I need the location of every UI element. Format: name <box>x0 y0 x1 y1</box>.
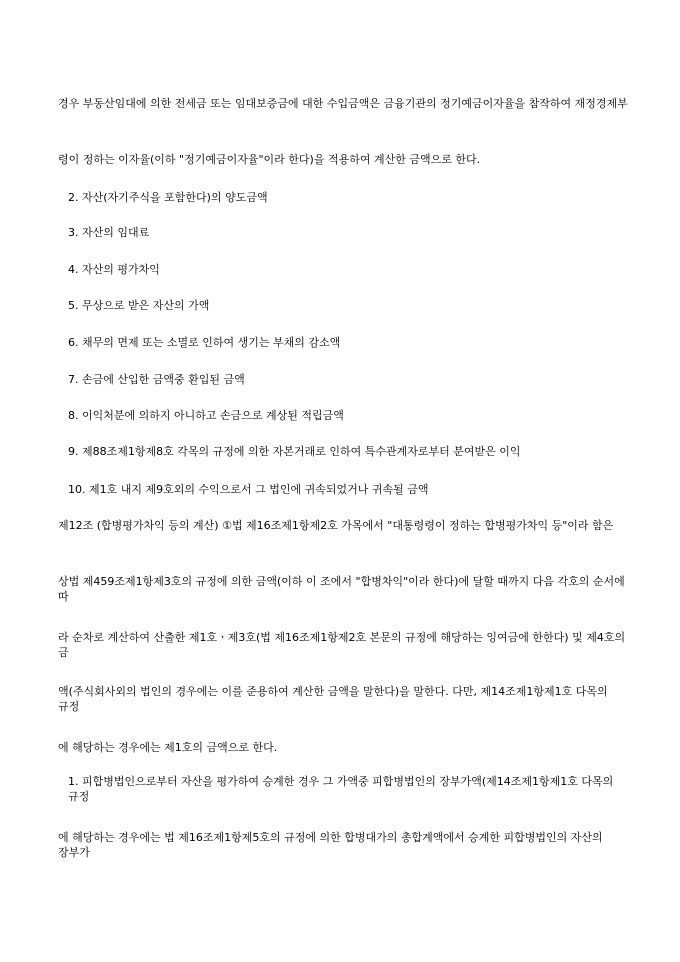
list-item-6: 6. 채무의 면제 또는 소멸로 인하여 생기는 부채의 감소액 <box>68 336 341 349</box>
list-item-7: 7. 손금에 산입한 금액중 환입된 금액 <box>68 373 245 386</box>
list-item-10: 10. 제1호 내지 제9호외의 수익으로서 그 법인에 귀속되었거나 귀속될 금액 <box>68 483 429 496</box>
paragraph-line-2: 령이 정하는 이자율(이하 "정기예금이자율"이라 한다)을 적용하여 계산한 금액으로 한다. <box>58 153 481 166</box>
paragraph-line-4: 라 순차로 계산하여 산출한 제1호ㆍ제3호(법 제16조제1항제2호 본문의 규정에 해당하는 잉여금에 한한다) 및 제4호의 금 <box>58 631 626 659</box>
paragraph-line-5: 액(주식회사외의 법인의 경우에는 이를 준용하여 계산한 금액을 말한다)을 말한다. 다만, 제14조제1항제1호 다목의 규정 <box>58 685 608 713</box>
list-item-9: 9. 제88조제1항제8호 각목의 규정에 의한 자본거래로 인하여 특수관계자로부터 분여받은 이익 <box>68 445 521 458</box>
list-item-4: 4. 자산의 평가차익 <box>68 263 160 276</box>
list-item-5: 5. 무상으로 받은 자산의 가액 <box>68 299 210 312</box>
list-item-8: 8. 이익처분에 의하지 아니하고 손금으로 계상된 적립금액 <box>68 409 344 422</box>
article-12-heading: 제12조 (합병평가차익 등의 계산) ①법 제16조제1항제2호 가목에서 "대통령령이 정하는 합병평가차익 등"이라 함은 <box>58 519 614 532</box>
paragraph-line-1: 경우 부동산임대에 의한 전세금 또는 임대보증금에 대한 수입금액은 금융기관의 정기예금이자율을 참작하여 재정경제부 <box>58 97 628 110</box>
paragraph-line-6: 에 해당하는 경우에는 제1호의 금액으로 한다. <box>58 741 278 754</box>
paragraph-line-3: 상법 제459조제1항제3호의 규정에 의한 금액(이하 이 조에서 "합병차익"이라 한다)에 달할 때까지 다음 각호의 순서에 따 <box>58 575 625 603</box>
paragraph-line-7: 에 해당하는 경우에는 법 제16조제1항제5호의 규정에 의한 합병대가의 총합계액에서 승계한 피합병법인의 자산의 장부가 <box>58 831 603 859</box>
list-item-1: 1. 피합병법인으로부터 자산을 평가하여 승계한 경우 그 가액중 피합병법인의 장부가액(제14조제1항제1호 다목의 규정 <box>68 775 614 803</box>
list-item-3: 3. 자산의 임대료 <box>68 226 150 239</box>
list-item-2: 2. 자산(자기주식을 포함한다)의 양도금액 <box>68 191 268 204</box>
